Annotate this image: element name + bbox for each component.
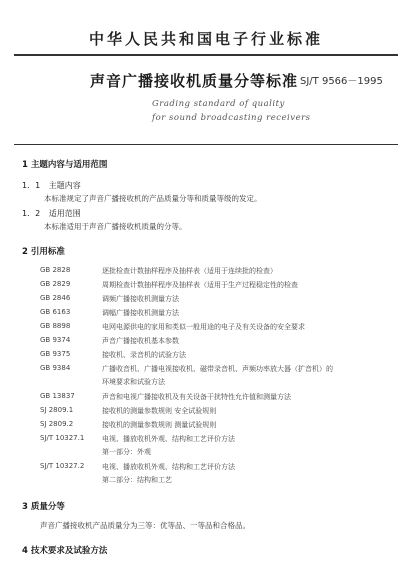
reference-title: 电视、播放收机外观、结构和工艺评价方法	[102, 463, 235, 471]
reference-code: GB 13837	[40, 392, 75, 400]
title-rule	[14, 144, 398, 145]
reference-code: GB 9374	[40, 336, 71, 344]
reference-title: 电视、播放收机外观、结构和工艺评价方法	[102, 435, 235, 443]
reference-code: GB 8898	[40, 322, 71, 330]
reference-title-continued: 环境要求和试验方法	[102, 378, 165, 386]
reference-code: SJ 2809.2	[40, 420, 74, 428]
reference-title: 调幅广播接收机测量方法	[102, 309, 179, 317]
reference-code: SJ/T 10327.1	[40, 434, 85, 442]
header-rule	[14, 54, 398, 56]
document-title: 声音广播接收机质量分等标准	[90, 72, 299, 90]
reference-title: 接收机的测量参数规则 测量试验规则	[102, 421, 217, 429]
english-title-line-2: for sound broadcasting receivers	[152, 113, 311, 123]
reference-code: SJ/T 10327.2	[40, 462, 85, 470]
section-1-2-number: 1．2	[22, 209, 41, 218]
reference-title: 周期检查计数抽样程序及抽样表（适用于生产过程稳定性的检查	[102, 281, 298, 289]
reference-title: 声音和电视广播接收机及有关设备干扰特性允许值和测量方法	[102, 393, 291, 401]
reference-title: 声音广播接收机基本参数	[102, 337, 179, 345]
reference-code: GB 2846	[40, 294, 71, 302]
section-1-1-text: 本标准规定了声音广播接收机的产品质量分等和质量等级的发定。	[44, 194, 262, 203]
reference-title: 调频广播接收机测量方法	[102, 295, 179, 303]
standard-number: SJ/T 9566－1995	[300, 76, 383, 87]
section-1-2-title: 适用范围	[48, 209, 81, 218]
reference-code: GB 2828	[40, 266, 71, 274]
reference-title: 广播收音机、广播电视接收机、磁带录音机、声频功率放大器（扩音机）的	[102, 365, 333, 373]
reference-title: 电网电源供电的家用和类似一般用途的电子及有关设备的安全要求	[102, 323, 305, 331]
section-1-1-title: 主题内容	[48, 181, 81, 190]
reference-title: 接收机、录音机的试验方法	[102, 351, 186, 359]
section-1-2-text: 本标准适用于声音广播接收机质量的分等。	[44, 222, 187, 231]
section-2-heading: 2 引用标准	[22, 247, 65, 257]
section-4-heading: 4 技术要求及试验方法	[22, 546, 108, 556]
reference-title: 逐批检查计数抽样程序及抽样表（适用于连续批的检查）	[102, 267, 277, 275]
section-3-heading: 3 质量分等	[22, 502, 65, 512]
reference-title-continued: 第一部分：外观	[102, 448, 151, 456]
reference-code: GB 9375	[40, 350, 71, 358]
reference-title: 接收机的测量参数规则 安全试验规则	[102, 407, 217, 415]
section-1-1-number: 1．1	[22, 181, 41, 190]
reference-title-continued: 第二部分：结构和工艺	[102, 476, 172, 484]
section-1-1-heading	[22, 180, 81, 191]
reference-code: GB 6163	[40, 308, 71, 316]
reference-code: GB 9384	[40, 364, 71, 372]
section-1-2-heading	[22, 208, 81, 219]
section-1-heading: 1 主题内容与适用范围	[22, 160, 108, 170]
section-3-text: 声音广播接收机产品质量分为三等：优等品、一等品和合格品。	[40, 521, 250, 530]
reference-code: GB 2829	[40, 280, 71, 288]
english-title-line-1: Grading standard of quality	[152, 99, 285, 109]
reference-code: SJ 2809.1	[40, 406, 74, 414]
standard-header: 中华人民共和国电子行业标准	[88, 30, 323, 48]
